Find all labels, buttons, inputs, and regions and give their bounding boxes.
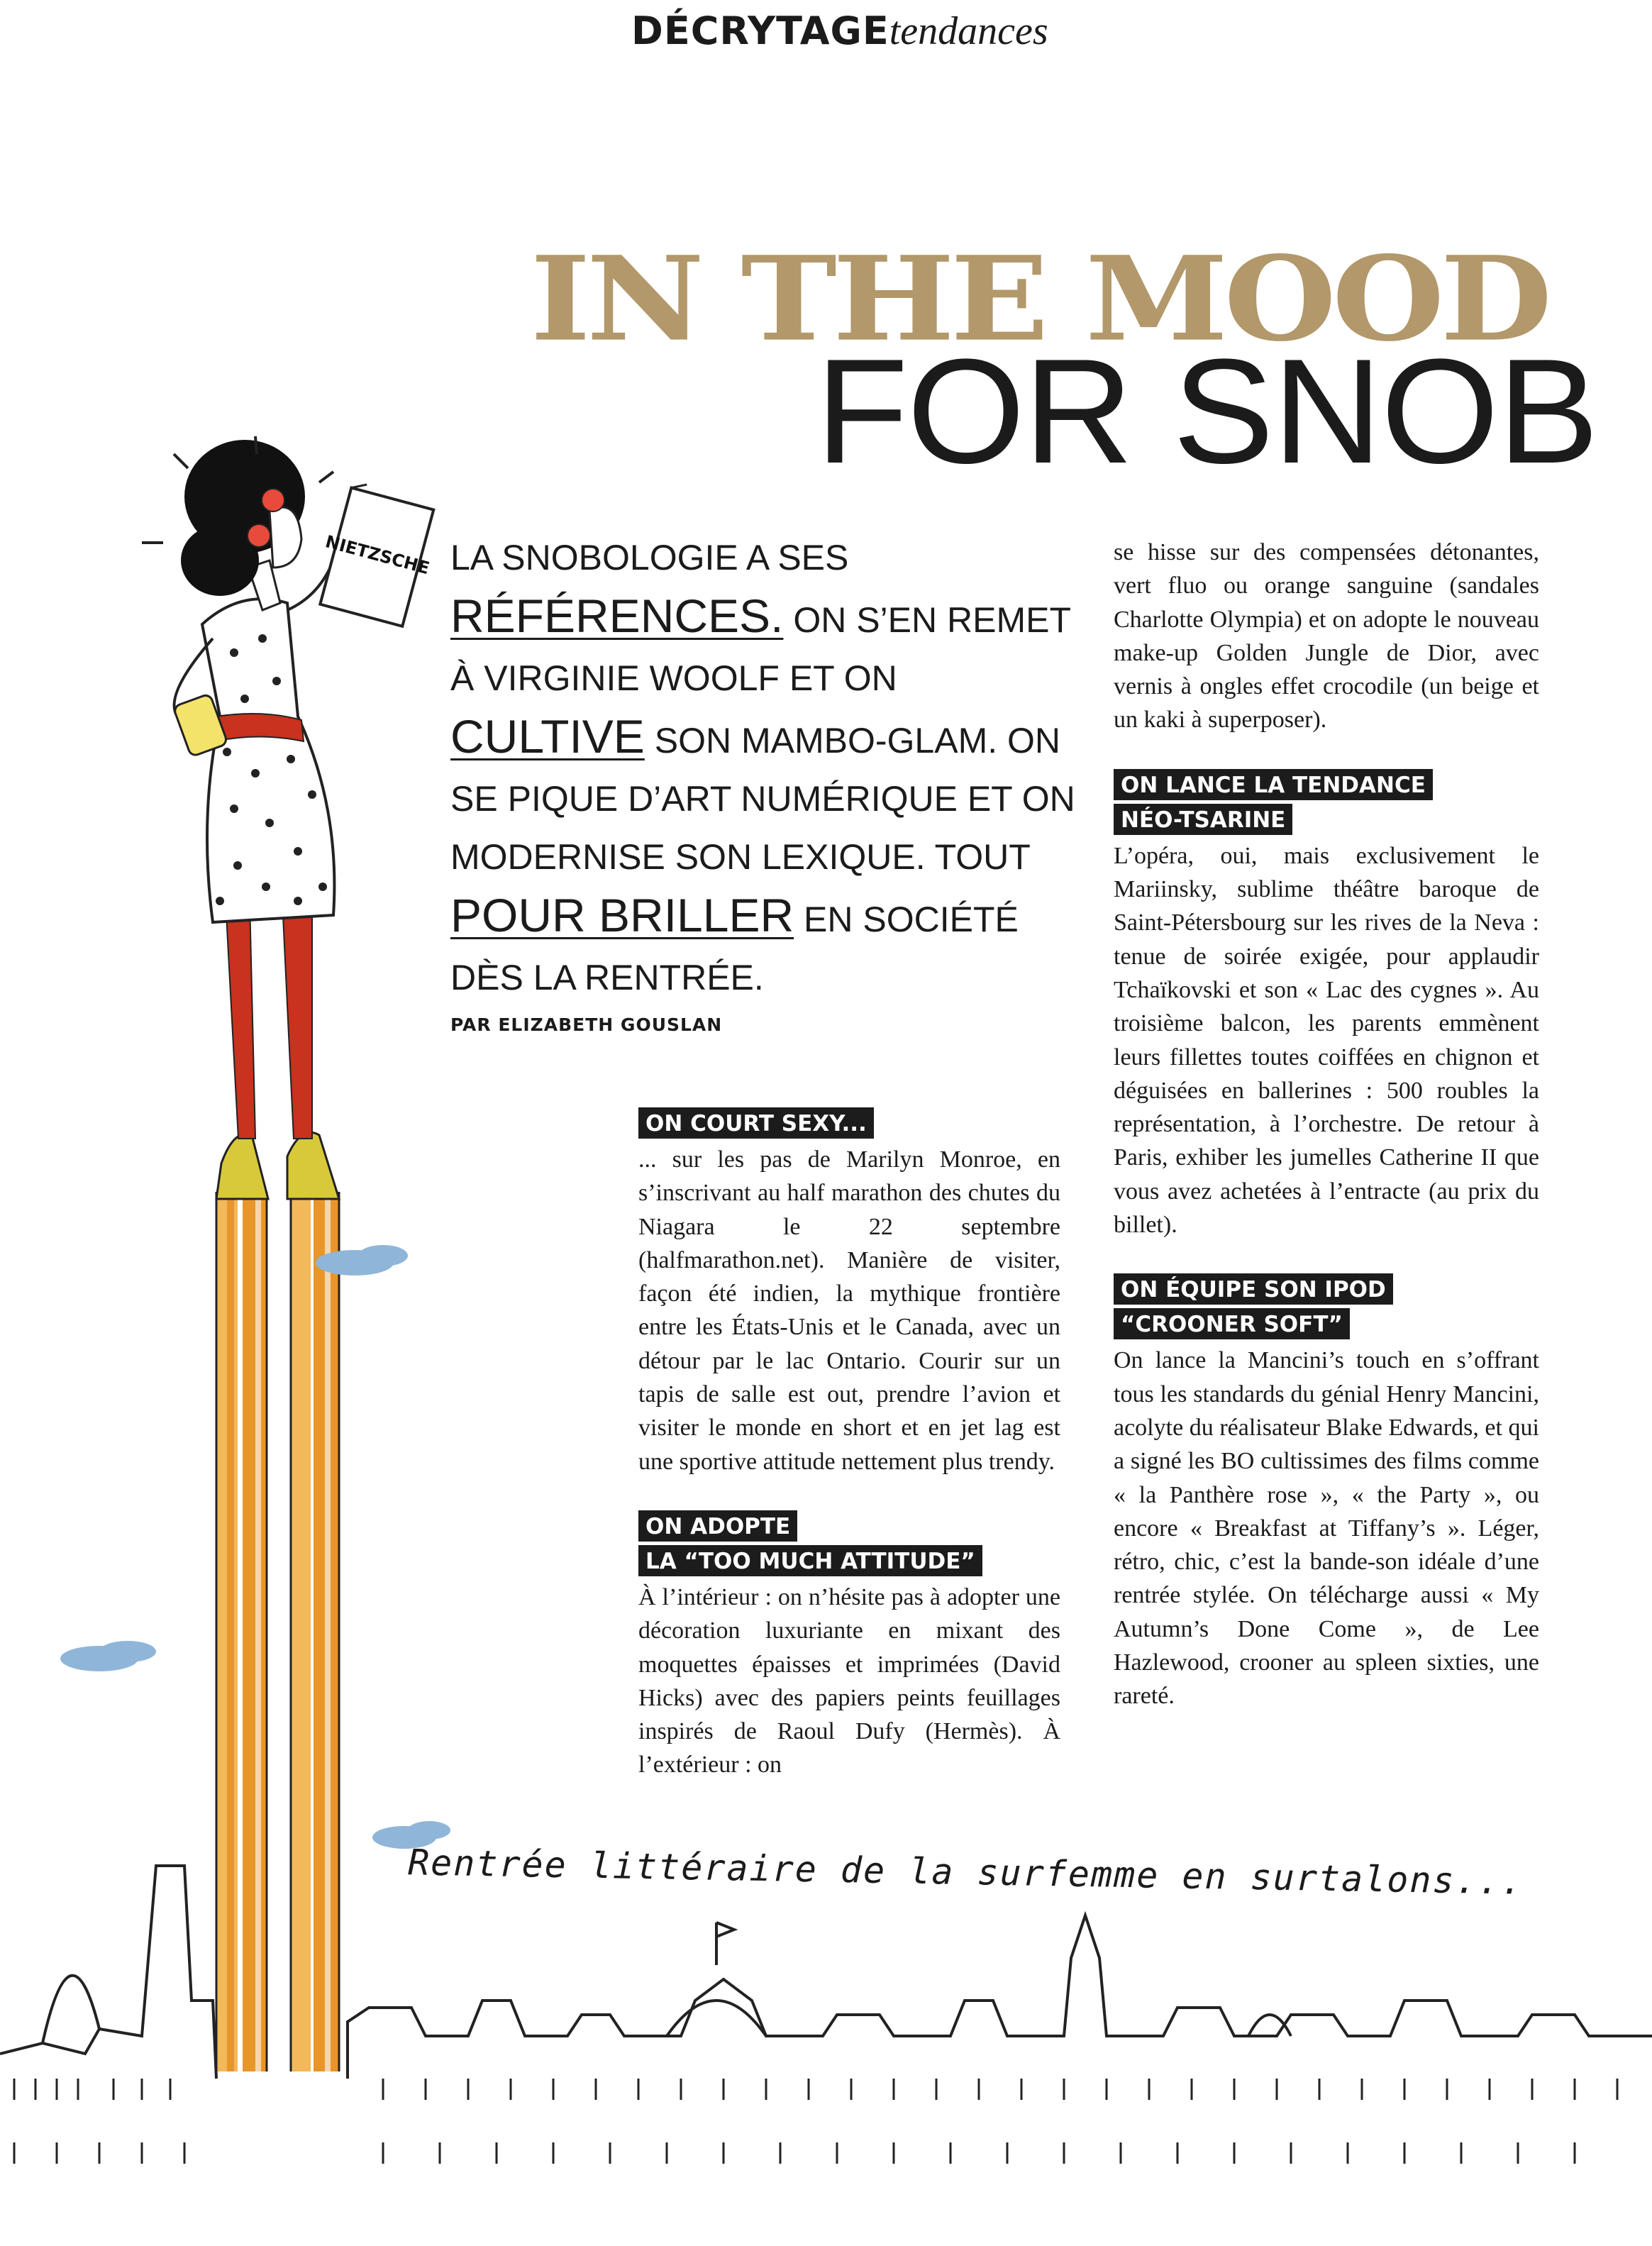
lead-text: ON S’EN REMET À VIRGINIE WOOLF ET ON xyxy=(450,600,1071,698)
belt xyxy=(215,714,304,741)
lead-text: SON MAMBO-GLAM. ON SE PIQUE D’ART NUMÉRIQUE ET ON MODERNISE SON LEXIQUE. TOUT xyxy=(450,721,1075,877)
lead-text: LA SNOBOLOGIE A SES xyxy=(450,538,849,577)
sunglasses xyxy=(262,489,284,511)
byline: PAR ELIZABETH GOUSLAN xyxy=(450,1014,723,1035)
body-paragraph: À l’intérieur : on n’hésite pas à adopter une décoration luxuriante en mixant des moquettes épaisses et imprimées (David Hicks) avec des papiers peints feuillages inspirés de Raoul Dufy (Hermès). À l’extérieur : on xyxy=(638,1583,1060,1778)
book-title: NIETZSCHE xyxy=(323,531,432,579)
shoe-right xyxy=(287,1132,339,1199)
body-paragraph: L’opéra, oui, mais exclusivement le Mariinsky, sublime théâtre baroque de Saint-Pétersbourg sur les rives de la Neva : tenue de soirée exigée, pour applaudir Tchaïkovski et son « Lac des cygnes ». Au troisième balcon, les parents emmènent leurs fillettes toutes coiffées en chignon et déguisées en ballerines : 500 roubles la représentation, à l’orchestre. De retour à Paris, exhiber les jumelles Catherine II que vous avez achetées à l’entracte (au prix du billet). xyxy=(1114,842,1539,1239)
lead-emphasis: POUR BRILLER xyxy=(450,889,794,941)
body-paragraph: On lance la Mancini’s touch en s’offrant tous les standards du génial Henry Mancini, acolyte du réalisateur Blake Edwards, et qui a signé les BO cultissimes des films comme « la Panthère rose », « the Party », ou encore « Breakfast at Tiffany’s ». Léger, rétro, chic, c’est la bande-son idéale d’une rentrée stylée. On télécharge aussi « My Autumn’s Done Come », de Lee Hazlewood, crooner au spleen sixties, une rareté. xyxy=(1114,1347,1539,1710)
leg-right xyxy=(282,901,312,1139)
headline-line-2: FOR SNOB xyxy=(815,328,1598,494)
lead-text: EN SOCIÉTÉ DÈS LA RENTRÉE. xyxy=(450,900,1019,997)
article-column-left xyxy=(638,1107,1060,1782)
face xyxy=(270,507,301,568)
kicker-label: “CROONER SOFT” xyxy=(1114,1308,1350,1339)
section-heading xyxy=(638,1107,1060,1141)
kicker-label: ON COURT SEXY... xyxy=(638,1107,874,1139)
kicker-label: NÉO-TSARINE xyxy=(1114,804,1292,835)
lead-paragraph xyxy=(450,529,1089,1007)
shoe-left xyxy=(216,1134,268,1199)
headline-line-1: IN THE MOOD xyxy=(530,230,1548,367)
section-heading xyxy=(1114,1273,1539,1342)
kicker-label: ON ADOPTE xyxy=(638,1510,797,1542)
kicker-label: ON ÉQUIPE SON IPOD xyxy=(1114,1273,1393,1305)
section-heading xyxy=(638,1510,1060,1579)
subsection-label: tendances xyxy=(889,9,1048,53)
kicker-label: ON LANCE LA TENDANCE xyxy=(1114,769,1433,800)
leg-left xyxy=(226,901,255,1139)
illustration-caption: Rentrée littéraire de la surfemme en surtalons... xyxy=(407,1842,1524,1903)
kicker-label: LA “TOO MUCH ATTITUDE” xyxy=(638,1545,982,1576)
dress xyxy=(202,599,334,922)
book xyxy=(310,478,446,629)
body-paragraph: ... sur les pas de Marilyn Monroe, en s’inscrivant au half marathon des chutes du Niagara le 22 septembre (halfmarathon.net). Manière de visiter, façon été indien, la mythique frontière entre les États-Unis et le Canada, avec un détour par le lac Ontario. Courir sur un tapis de salle est out, prendre l’avion et visiter le monde en short et en jet lag est une sportive attitude nettement plus trendy. xyxy=(638,1146,1060,1475)
section-label: DÉCRYTAGE xyxy=(631,9,889,53)
article-column-right xyxy=(1114,536,1539,1713)
section-heading xyxy=(1114,768,1539,838)
lead-emphasis: CULTIVE xyxy=(450,710,645,763)
skyline-windows xyxy=(14,2079,1617,2164)
body-paragraph: se hisse sur des compensées détonantes, vert fluo ou orange sanguine (sandales Charlotte Olympia) et on adopte le nouveau make-up Golden Jungle de Dior, avec vernis à ongles effet crocodile (un beige et un kaki à superposer). xyxy=(1114,539,1539,734)
stilts-illustration xyxy=(216,1192,339,2071)
lead-emphasis: RÉFÉRENCES. xyxy=(450,590,784,642)
